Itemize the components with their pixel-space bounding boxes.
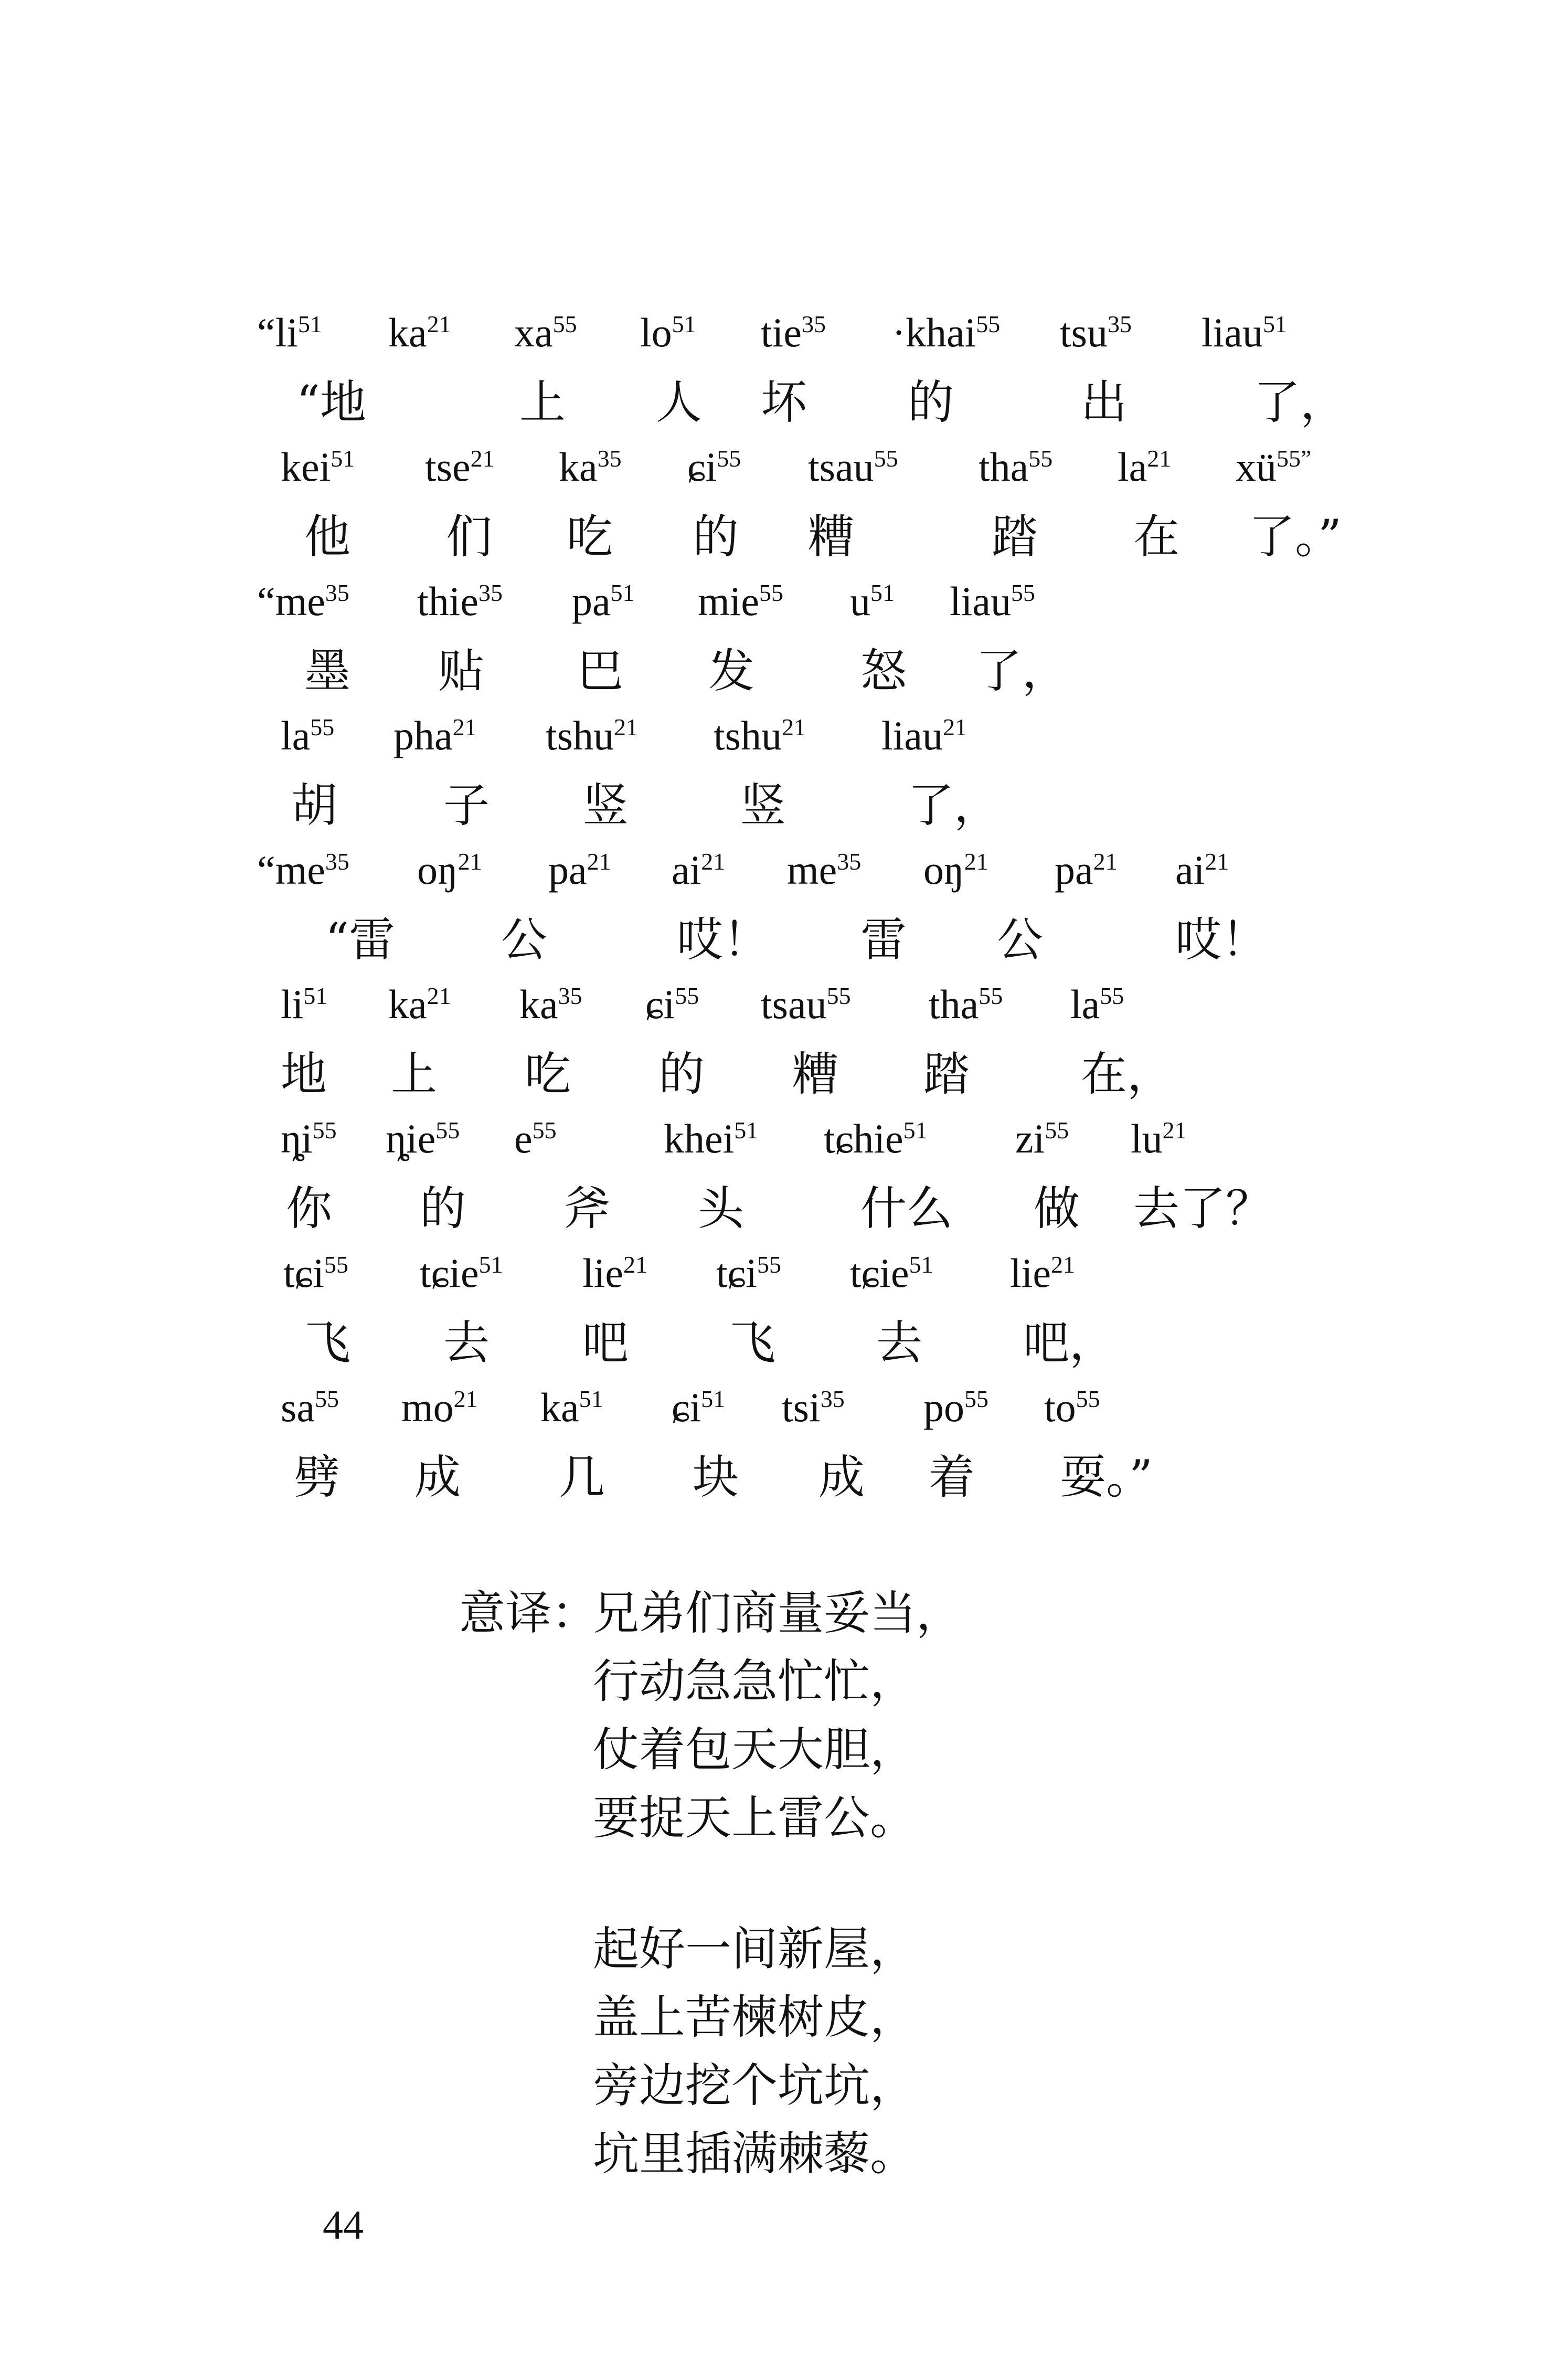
gloss-character: 公 (501, 913, 548, 967)
syllable: ɕi$^{51}$ (672, 1384, 726, 1430)
romanization-line (0, 847, 1563, 923)
tone-number: 51 (479, 1251, 503, 1278)
tone-number: 55 (717, 445, 741, 472)
gloss-line (0, 778, 1563, 856)
gloss-character: 地 (281, 1047, 327, 1101)
gloss-line (0, 1047, 1563, 1125)
syllable: tsi$^{35}$ (782, 1384, 845, 1430)
syllable: lie$^{21}$ (1010, 1250, 1075, 1296)
gloss-character: 公 (997, 913, 1044, 967)
tone-number: 55 (976, 311, 1001, 337)
syllable: $ai^{21}$ (1175, 847, 1229, 893)
syllable: tɕhie$^{51}$ (824, 1116, 928, 1161)
gloss-character: 飞 (304, 1316, 351, 1370)
translation-line: 兄弟们商量妥当， (593, 1586, 963, 1640)
gloss-character: 他 (304, 510, 351, 564)
tone-number: 55 (675, 982, 699, 1009)
gloss-character: 在， (1081, 1047, 1174, 1101)
gloss-character: 贴 (438, 644, 485, 698)
gloss-character: 做 (1034, 1181, 1080, 1235)
syllable: “$li^{51}$ (257, 310, 322, 355)
romanization-line (0, 715, 1563, 789)
translation-line: 要捉天上雷公。 (593, 1791, 917, 1845)
gloss-character: 在 (1133, 510, 1180, 564)
tone-number: 21 (1205, 848, 1229, 875)
tone-number: 51 (903, 1117, 928, 1144)
tone-number: 21 (623, 1251, 647, 1278)
tone-number: 35 (801, 311, 826, 337)
syllable: liau$^{21}$ (881, 713, 967, 758)
syllable: $ka^{21}$ (388, 981, 451, 1027)
syllable: thie$^{35}$ (417, 578, 503, 624)
syllable: $u^{51}$ (850, 578, 895, 624)
tone-number: 55 (1100, 982, 1124, 1009)
syllable: $me^{35}$ (787, 847, 862, 893)
gloss-character: 你 (286, 1181, 333, 1235)
romanization-line (0, 312, 1563, 386)
gloss-character: 们 (446, 510, 493, 564)
syllable: $lu^{21}$ (1131, 1116, 1187, 1161)
gloss-character: 胡 (291, 778, 338, 832)
tone-number: 51 (701, 1385, 726, 1412)
syllable: $to^{55}$ (1044, 1384, 1100, 1430)
syllable: $xa^{55}$ (514, 310, 577, 355)
tone-number: 51 (870, 579, 895, 606)
syllable: “$me^{35}$ (257, 578, 349, 624)
gloss-character: 了， (976, 644, 1069, 698)
translation-line: 仗着包天大胆， (593, 1722, 917, 1776)
syllable: liau$^{51}$ (1202, 310, 1287, 355)
gloss-character: 竖 (582, 778, 629, 832)
tone-number: 55 (435, 1117, 460, 1144)
syllable: pha$^{21}$ (394, 713, 477, 758)
syllable: $oŋ^{21}$ (923, 847, 988, 893)
gloss-character: 飞 (729, 1316, 776, 1370)
gloss-character: 去 (443, 1316, 490, 1370)
translation-line: 盖上苦楝树皮， (593, 1990, 917, 2044)
gloss-character: 哎！ (677, 913, 770, 967)
syllable: liau$^{55}$ (950, 578, 1035, 624)
tone-number: 35 (478, 579, 503, 606)
gloss-character: 成 (414, 1450, 461, 1504)
gloss-character: 成 (818, 1450, 865, 1504)
syllable: tɕie$^{51}$ (850, 1250, 933, 1296)
tone-number: 21 (452, 714, 477, 741)
tone-number: 21 (587, 848, 611, 875)
tone-number: 55 (964, 1385, 988, 1412)
tone-number: 51 (672, 311, 696, 337)
syllable: tshu$^{21}$ (546, 713, 639, 758)
gloss-character: 糟 (792, 1047, 839, 1101)
gloss-line (0, 644, 1563, 722)
tone-number: 51 (303, 982, 328, 1009)
syllable: tie$^{35}$ (761, 310, 826, 355)
syllable: $ka^{35}$ (559, 444, 622, 490)
gloss-character: 斧 (564, 1181, 611, 1235)
gloss-character: 头 (698, 1181, 745, 1235)
syllable: $pa^{51}$ (572, 578, 635, 624)
tone-number: 21 (427, 982, 451, 1009)
syllable: “$me^{35}$ (257, 847, 349, 893)
syllable: $sa^{55}$ (281, 1384, 339, 1430)
translation-line: 行动急急忙忙， (593, 1654, 917, 1708)
tone-number: 51 (734, 1117, 759, 1144)
syllable: $ȵi^{55}$ (281, 1116, 337, 1161)
syllable: tsau$^{55}$ (761, 981, 851, 1027)
tone-number: 21 (942, 714, 967, 741)
gloss-character: 着 (929, 1450, 975, 1504)
syllable: ɕi$^{55}$ (645, 981, 699, 1027)
syllable: $oŋ^{21}$ (417, 847, 482, 893)
gloss-character: 哎！ (1175, 913, 1268, 967)
tone-number: 35 (558, 982, 582, 1009)
tone-number: 51 (579, 1385, 603, 1412)
gloss-character: “地 (296, 375, 366, 429)
gloss-character: 踏 (992, 510, 1038, 564)
tone-number: 55 (757, 1251, 781, 1278)
gloss-character: 的 (693, 510, 739, 564)
tone-number: 51 (297, 311, 322, 337)
gloss-character: 的 (658, 1047, 705, 1101)
gloss-character: 糟 (808, 510, 855, 564)
syllable: tɕi$^{55}$ (716, 1250, 781, 1296)
translation-line: 坑里插满棘藜。 (593, 2127, 917, 2181)
gloss-character: 出 (1081, 375, 1128, 429)
tone-number: 35 (1108, 311, 1132, 337)
gloss-character: 雷 (860, 913, 907, 967)
gloss-character: 吧 (582, 1316, 629, 1370)
tone-number: 35 (820, 1385, 845, 1412)
tone-number: 55 (759, 579, 783, 606)
tone-number: 21 (964, 848, 988, 875)
gloss-character: 了， (908, 778, 1001, 832)
gloss-character: 吃 (525, 1047, 571, 1101)
gloss-character: 什么 (860, 1181, 953, 1235)
tone-number: 55 (532, 1117, 557, 1144)
tone-number: 21 (614, 714, 639, 741)
tone-number: 51 (610, 579, 635, 606)
syllable: tɕi$^{55}$ (283, 1250, 348, 1296)
tone-number: 21 (1093, 848, 1118, 875)
syllable: ȵie$^{55}$ (386, 1116, 460, 1161)
gloss-character: 的 (908, 375, 954, 429)
tone-number: 21 (782, 714, 806, 741)
romanization-line (0, 578, 1563, 654)
syllable: $ka^{35}$ (519, 981, 582, 1027)
syllable: $ka^{21}$ (388, 310, 451, 355)
syllable: $xü^{55”}$ (1236, 444, 1312, 490)
gloss-line (0, 1316, 1563, 1393)
gloss-character: 竖 (740, 778, 786, 832)
syllable: $ka^{51}$ (540, 1384, 603, 1430)
page-number: 44 (323, 2202, 364, 2248)
tone-number: 55” (1277, 445, 1312, 472)
romanization-line (0, 1250, 1563, 1326)
syllable: $pa^{21}$ (548, 847, 611, 893)
syllable: khei$^{51}$ (664, 1116, 759, 1161)
tone-number: 55 (1076, 1385, 1100, 1412)
tone-number: 21 (1050, 1251, 1075, 1278)
tone-number: 51 (909, 1251, 933, 1278)
gloss-character: 耍。” (1060, 1450, 1153, 1504)
syllable: $po^{55}$ (923, 1384, 988, 1430)
syllable: ·khai$^{55}$ (892, 310, 1001, 355)
tone-number: 21 (701, 848, 726, 875)
gloss-character: 吧， (1023, 1316, 1116, 1370)
syllable: ɕi$^{55}$ (687, 444, 741, 490)
gloss-character: 怒 (860, 644, 907, 698)
gloss-character: 几 (559, 1450, 605, 1504)
tone-number: 21 (427, 311, 451, 337)
gloss-character: 块 (693, 1450, 739, 1504)
tone-number: 55 (324, 1251, 348, 1278)
gloss-character: 劈 (294, 1450, 341, 1504)
tone-number: 51 (331, 445, 355, 472)
tone-number: 21 (453, 1385, 478, 1412)
romanization-line (0, 1384, 1563, 1461)
gloss-character: 子 (443, 778, 490, 832)
syllable: $pa^{21}$ (1055, 847, 1118, 893)
gloss-character: 坏 (761, 375, 807, 429)
tone-number: 55 (979, 982, 1003, 1009)
syllable: $li^{51}$ (281, 981, 328, 1027)
syllable: tsu$^{35}$ (1060, 310, 1132, 355)
syllable: $e^{55}$ (514, 1116, 557, 1161)
gloss-character: 的 (420, 1181, 466, 1235)
translation-line: 旁边挖个坑坑， (593, 2058, 917, 2112)
tone-number: 21 (458, 848, 482, 875)
translation-label: 意译： (459, 1586, 598, 1640)
syllable: $lo^{51}$ (640, 310, 696, 355)
tone-number: 21 (470, 445, 495, 472)
translation-line: 起好一间新屋， (593, 1922, 917, 1976)
gloss-character: 踏 (923, 1047, 970, 1101)
romanization-line (0, 1118, 1563, 1192)
gloss-line (0, 1181, 1563, 1259)
syllable: $la^{21}$ (1118, 444, 1172, 490)
gloss-character: 了。” (1249, 510, 1342, 564)
tone-number: 55 (552, 311, 577, 337)
syllable: $mo^{21}$ (401, 1384, 478, 1430)
syllable: tsau$^{55}$ (808, 444, 898, 490)
syllable: tse$^{21}$ (425, 444, 495, 490)
gloss-character: 吃 (567, 510, 613, 564)
syllable: tɕie$^{51}$ (420, 1250, 503, 1296)
gloss-character: 人 (656, 375, 703, 429)
tone-number: 51 (1262, 311, 1287, 337)
gloss-character: 了， (1254, 375, 1347, 429)
gloss-line (0, 1450, 1563, 1528)
gloss-character: 上 (391, 1047, 438, 1101)
syllable: mie$^{55}$ (698, 578, 783, 624)
syllable: tha$^{55}$ (929, 981, 1003, 1027)
syllable: $ai^{21}$ (672, 847, 726, 893)
gloss-character: 去了？ (1133, 1181, 1272, 1235)
syllable: tshu$^{21}$ (714, 713, 806, 758)
gloss-character: “雷 (325, 913, 395, 967)
syllable: $la^{55}$ (1070, 981, 1124, 1027)
gloss-line (0, 913, 1563, 990)
tone-number: 55 (874, 445, 898, 472)
syllable: lie$^{21}$ (582, 1250, 647, 1296)
tone-number: 55 (310, 714, 335, 741)
romanization-line (0, 981, 1563, 1057)
gloss-character: 上 (519, 375, 566, 429)
tone-number: 55 (312, 1117, 337, 1144)
tone-number: 55 (1028, 445, 1053, 472)
gloss-character: 墨 (304, 644, 351, 698)
gloss-line (0, 510, 1563, 587)
tone-number: 35 (597, 445, 622, 472)
gloss-character: 巴 (577, 644, 624, 698)
tone-number: 55 (1045, 1117, 1069, 1144)
gloss-character: 发 (708, 644, 755, 698)
tone-number: 55 (826, 982, 851, 1009)
tone-number: 35 (837, 848, 862, 875)
gloss-line (0, 375, 1563, 453)
tone-number: 21 (1162, 1117, 1187, 1144)
tone-number: 35 (325, 848, 349, 875)
syllable: tha$^{55}$ (979, 444, 1053, 490)
gloss-character: 去 (876, 1316, 923, 1370)
tone-number: 35 (325, 579, 349, 606)
tone-number: 55 (314, 1385, 339, 1412)
romanization-line (0, 444, 1563, 520)
tone-number: 21 (1147, 445, 1172, 472)
syllable: $la^{55}$ (281, 713, 335, 758)
syllable: $zi^{55}$ (1015, 1116, 1069, 1161)
syllable: kei$^{51}$ (281, 444, 355, 490)
tone-number: 55 (1011, 579, 1035, 606)
